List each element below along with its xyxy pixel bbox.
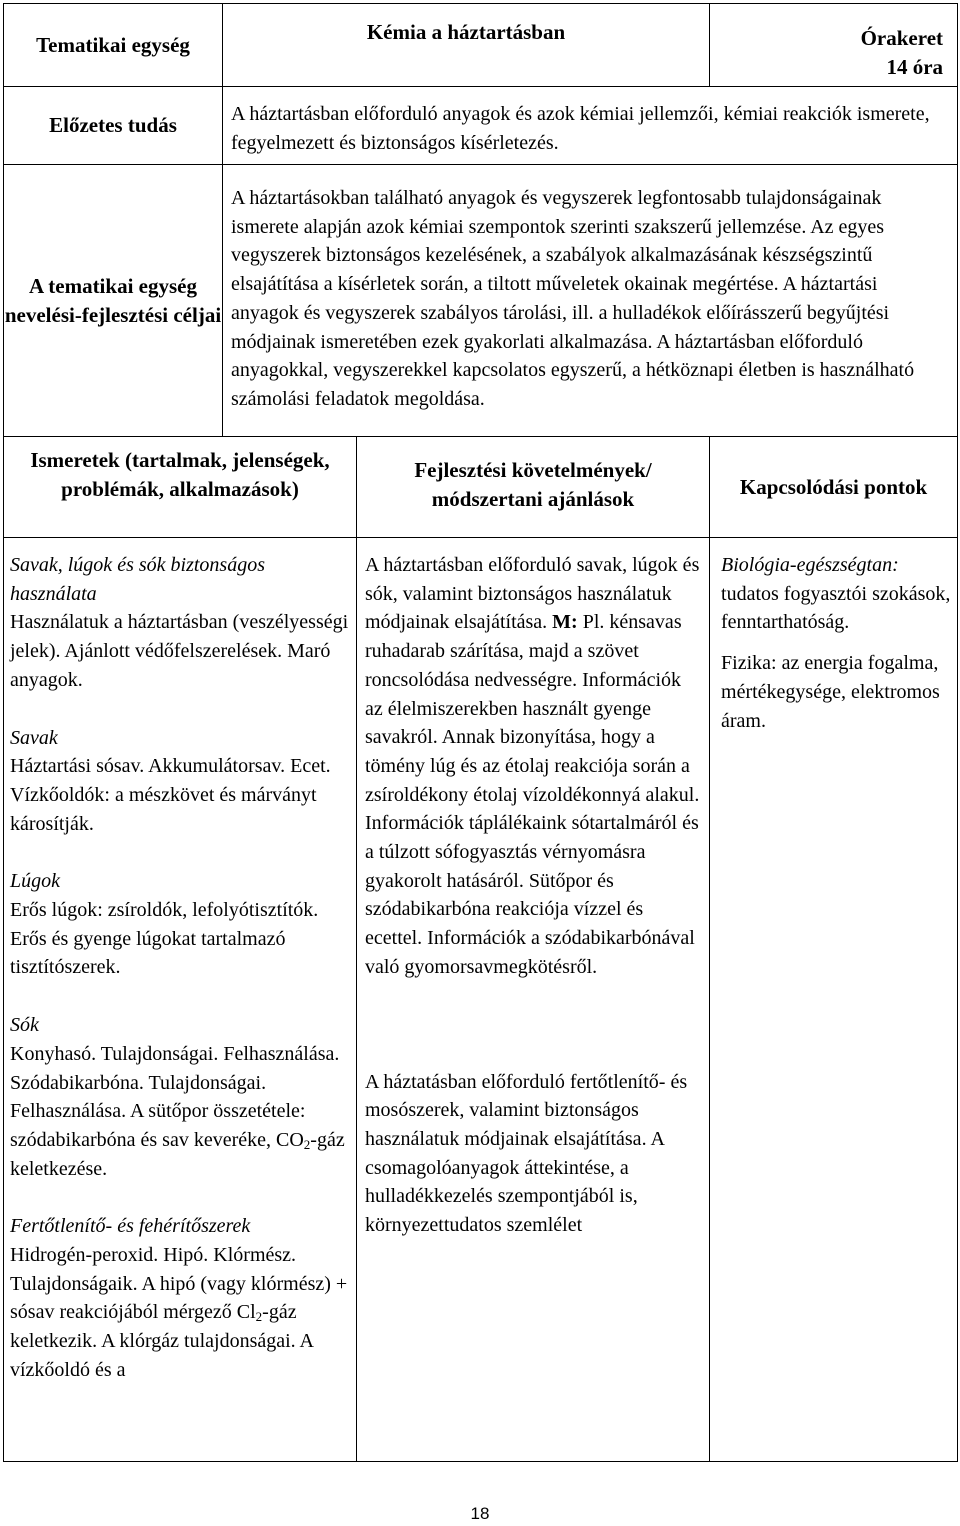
- unit-label: Tematikai egység: [36, 32, 190, 57]
- knowledge-s2-title: Savak: [10, 726, 58, 749]
- knowledge-s2-text: Háztartási sósav. Akkumulátorsav. Ecet. Vízkőoldók: a mészkövet és márványt károsítják.: [10, 755, 331, 835]
- unit-label-cell: [4, 4, 223, 87]
- knowledge-s5-subscript: 2: [255, 1309, 263, 1325]
- goals-row: [4, 165, 958, 437]
- prior-knowledge-row: [4, 87, 958, 165]
- knowledge-s5-paragraph: [10, 1241, 350, 1385]
- knowledge-s4-subscript: 2: [303, 1136, 311, 1152]
- requirements-header: Fejlesztési követelmények/ módszertani ajánlások: [414, 458, 652, 511]
- knowledge-s3-title: Lúgok: [10, 870, 60, 893]
- hours-value: 14 óra: [886, 55, 944, 79]
- goals-text: A háztartásokban található anyagok és vegyszerek legfontosabb tulajdonságainak ismerete alapján azok kémiai szempontok szerinti szakszerű jellemzése. Az egyes vegyszerek biztonságos kezelésének, a szabályok alkalmazásának készségszintű elsajátítása a kísérletek során, a tiltott műveletek okainak megértése. A háztartási anyagok és vegyszerek szabályos tárolási, ill. a hulladékok előírásszerű begyűjtési módjainak ismeretében ezek gyakorlati alkalmazása. A háztartásban előforduló anyagokkal, vegyszerekkel kapcsolatos egyszerű, a hétköznapi életben is használható számolási feladatok megoldása.: [231, 187, 915, 410]
- connections-header-cell: [710, 437, 958, 538]
- knowledge-s4-tail: -gáz keletkezése.: [10, 1128, 345, 1180]
- prior-knowledge-label: Előzetes tudás: [49, 113, 177, 137]
- unit-title-cell: [223, 4, 710, 87]
- connections-header: Kapcsolódási pontok: [739, 474, 928, 499]
- knowledge-s1-title: Savak, lúgok és sók biztonságos használata: [10, 554, 265, 605]
- connections-cell: [710, 538, 958, 1462]
- requirements-header-cell: [357, 437, 710, 538]
- curriculum-table: [3, 3, 958, 1462]
- hours-cell: [710, 4, 958, 87]
- knowledge-s5-title: Fertőtlenítő- és fehérítőszerek: [10, 1215, 251, 1238]
- knowledge-header: Ismeretek (tartalmak, jelenségek, problémák, alkalmazások): [30, 448, 330, 501]
- column-header-row: [4, 437, 958, 538]
- content-row: [4, 538, 958, 1462]
- knowledge-cell: [4, 538, 357, 1462]
- requirements-cell: [357, 538, 710, 1462]
- requirements-r1-text: A háztartásban előforduló savak, lúgok és sók, valamint biztonságos használatuk módjainak elsajátítása.: [365, 554, 700, 634]
- knowledge-s3-text: Erős lúgok: zsíroldók, lefolyótisztítók. Erős és gyenge lúgokat tartalmazó tisztítószerek.: [10, 899, 319, 979]
- knowledge-s4-text: Konyhasó. Tulajdonságai. Felhasználása. Szódabikarbóna. Tulajdonságai. Felhasználása. A sütőpor összetétele: szódabikarbóna és sav keveréke, CO: [10, 1042, 340, 1151]
- prior-knowledge-text: A háztartásban előforduló anyagok és azok kémiai jellemzői, kémiai reakciók ismerete, fegyelmezett és biztonságos kísérletezés.: [231, 103, 930, 154]
- knowledge-s5-tail: -gáz keletkezik. A klórgáz tulajdonságai. A vízkőoldó és a: [10, 1301, 313, 1381]
- hours-label: Órakeret: [860, 26, 944, 50]
- connections-c2-text: Fizika: az energia fogalma, mértékegysége, elektromos áram.: [721, 652, 940, 732]
- requirements-r2-text: A háztatásban előforduló fertőtlenítő- és mosószerek, valamint biztonságos használatuk módjainak elsajátítása. A csomagolóanyagok áttekintése, a hulladékkezelés szempontjából is, környezettudatos szemlélet: [365, 1070, 688, 1237]
- prior-knowledge-cell: [223, 87, 958, 165]
- knowledge-header-cell: [4, 437, 357, 538]
- goals-cell: [223, 165, 958, 437]
- connections-c1-subject: Biológia-egészségtan:: [721, 554, 899, 576]
- knowledge-s4-title: Sók: [10, 1014, 39, 1037]
- requirements-m-marker: M:: [552, 611, 578, 634]
- goals-label: A tematikai egység nevelési-fejlesztési céljai: [4, 273, 222, 327]
- knowledge-s4-paragraph: [10, 1040, 350, 1184]
- unit-title: Kémia a háztartásban: [366, 20, 566, 44]
- connections-c1-text: tudatos fogyasztói szokások, fenntarthatóság.: [721, 582, 951, 634]
- knowledge-s5-text: Hidrogén-peroxid. Hipó. Klórmész. Tulajdonságaik. A hipó (vagy klórmész) + sósav reakciójából mérgező Cl: [10, 1244, 348, 1324]
- requirements-r1-rest: Pl. kénsavas ruhadarab szárítása, majd a szövet roncsolódása nedvességre. Információk az élelmiszerekben használt gyenge savakról. Annak bizonyítása, hogy a tömény lúg és az étolaj reakciója során a zsíroldékony étolaj vízoldékonnyá alakul. Információk táplálékaink sótartalmáról és a túlzott sófogyasztás vérnyomásra gyakorolt hatásáról. Sütőpor és szódabikarbóna reakciója vízzel és ecettel. Információk a szódabikarbónával való gyomorsavmegkötésről.: [365, 611, 700, 978]
- knowledge-s1-text: Használatuk a háztartásban (veszélyességi jelek). Ajánlott védőfelszerelések. Maró anyagok.: [10, 611, 349, 691]
- page-number: 18: [470, 1504, 490, 1523]
- header-row: [4, 4, 958, 87]
- requirements-r1: [365, 551, 703, 982]
- goals-label-cell: [4, 165, 223, 437]
- prior-knowledge-label-cell: [4, 87, 223, 165]
